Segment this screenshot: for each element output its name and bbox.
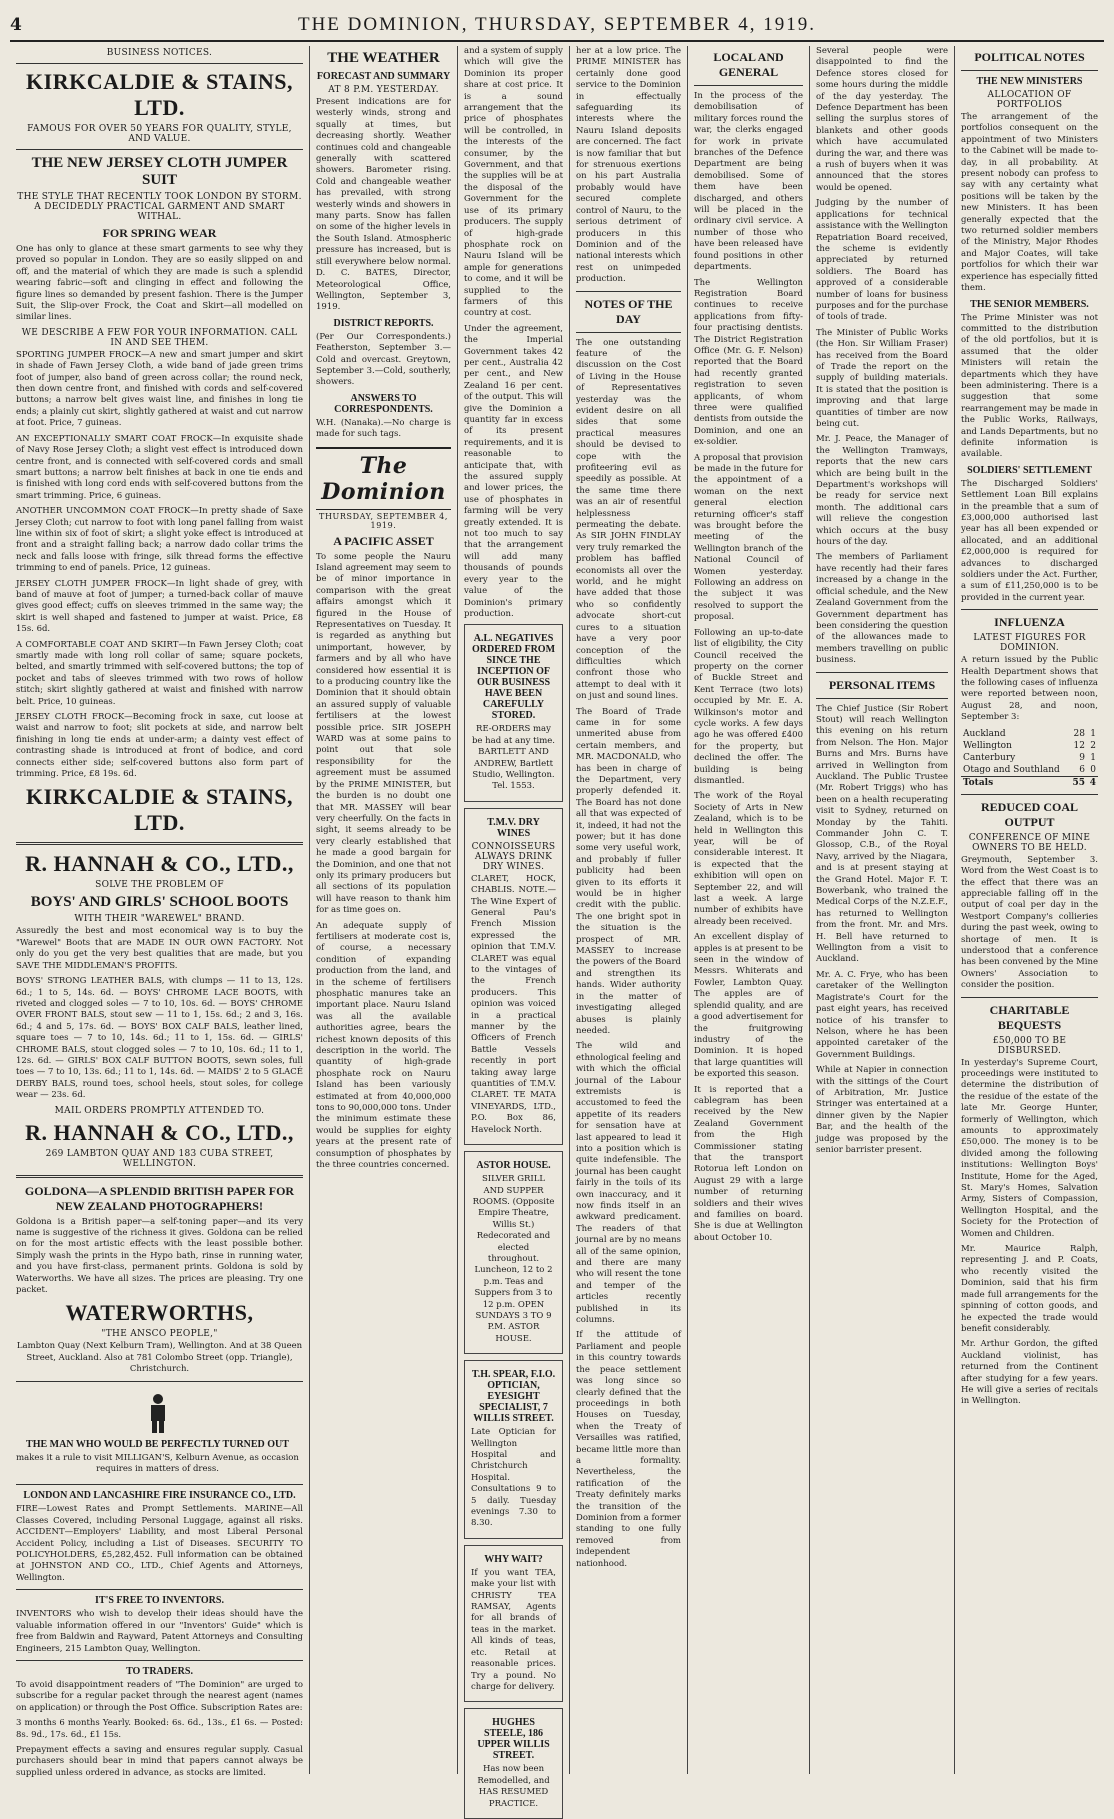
jumper-heading: THE NEW JERSEY CLOTH JUMPER SUIT	[31, 155, 288, 188]
influenza-body: A return issued by the Public Health Department shows that the following cases of influenza were reported between noon, August 28, and noon, September 3:	[961, 655, 1098, 723]
waterworths-title: WATERWORTHS,	[65, 1300, 254, 1326]
item-3: ANOTHER UNCOMMON COAT FROCK—In pretty shade of Saxe Jersey Cloth; cut narrow to foot with long panel falling from waist line within six of foot of skirt; a slight yoke effect is introduced at front and a straight falling back; a narrow dado collar trims the neck and falls loose with fringe, silk thread forms the effective trimming to end of panels. Price, 12 guineas.	[16, 506, 303, 574]
column-6	[810, 46, 955, 1774]
district-heading: DISTRICT REPORTS.	[333, 317, 434, 329]
notes-body-4: If the attitude of Parliament and people in this country towards the peace settlement was long since so clearly defined that the proceedings in both Houses on Tuesday, when the Treaty of Versailles was ratified, became little more than a formality. Nevertheless, the ratification of the Treaty definitely marks the transition of the Dominion from a former standing to one fully removed from independent nationhood.	[576, 1330, 681, 1569]
col6-para-5: The members of Parliament have recently had their fares increased by a change in the official schedule, and the New Zealand Government from the Government department has been considering the question of the allowances made to members travelling on public business.	[816, 552, 948, 666]
running-title: THE DOMINION, THURSDAY, SEPTEMBER 4, 1919.	[297, 14, 817, 35]
jumper-subheading: THE STYLE THAT RECENTLY TOOK LONDON BY STORM. A DECIDEDLY PRACTICAL GARMENT AND SMART WITHAL.	[17, 192, 302, 222]
local-4: Following an up-to-date list of eligibility, the City Council received the property on the corner of Buckle Street and Kent Terrace (two lots) occupied by Mr. E. A. Wilkinson's motor and cycle works. A few days ago he was offered £400 for the property, but declined the offer. The building is being dismantled.	[694, 627, 803, 786]
gentleman-figure-icon	[136, 1391, 180, 1435]
table-row: Otago and Southland 6 0	[963, 764, 1096, 775]
astor-heading: ASTOR HOUSE.	[476, 1160, 551, 1172]
small-ads-row	[16, 1387, 303, 1480]
influenza-table	[961, 728, 1098, 789]
local-3: A proposal that provision be made in the future for the appointment of a woman on the next general election returning officer's staff was brought before the meeting of the Wellington branch of the National Council of Women yesterday. Following an address on the subject it was resolved to support the proposal.	[694, 452, 803, 623]
page-number: 4	[10, 15, 22, 35]
pacific-continued-1: and a system of supply which will give the Dominion its proper share at cost price. It is a sound arrangement that the price of phosphates will be controlled, in the interests of the consumer, by the Government, and that the supplies will be at the disposal of the Government for the use of its primary producers. The supply of high-grade phosphate rock on Nauru Island will be ample for generations to come, and it will be supplied to the farmers of this country at cost.	[464, 46, 563, 319]
tmv-body: CLARET, HOCK, CHABLIS. NOTE.—The Wine Expert of General Pau's French Mission expressed the opinion that T.M.V. CLARET was equal to the vintages of the French producers. This opinion was voiced in a practical manner by the Officers of French Battle Vessels recently in port taking away large quantities of T.M.V. CLARET. TE MATA VINEYARDS, LTD., P.O. Box 86, Havelock North.	[471, 873, 556, 1135]
col7-para-5: Mr. Arthur Gordon, the gifted Auckland violinist, has returned from the Continent after studying for a few years. He will give a series of recitals in Wellington.	[961, 1339, 1098, 1407]
hannah-brand: WITH THEIR "WAREWEL" BRAND.	[74, 914, 245, 925]
item-4: JERSEY CLOTH JUMPER FROCK—In light shade of grey, with band of mauve at foot of jumper; a turned-back collar of mauve gives good effect; cuffs on sleeves trimmed in the same way; the skirt is well shaped and fastened to jumper at waist. Price, £8 15s. 6d.	[16, 578, 303, 635]
bequests-heading: CHARITABLE BEQUESTS	[989, 1002, 1070, 1032]
tmv-heading: T.M.V. DRY WINES	[487, 816, 540, 839]
col6-para-7: While at Napier in connection with the sittings of the Court of Arbitration, Mr. Justice Stringer was entertained at a dinner given by the Napier Bar, and the health of the judge was proposed by the senior barrister present.	[816, 1065, 948, 1155]
forecast-body: Present indications are for westerly winds, strong and squally at times, but decreasing shortly. Weather continues cold and changeable generally with scattered showers. Barometer rising. Cold and changeable weather has prevailed, with strong westerly winds and showers in many parts. Snow has fallen on some of the higher levels in the South Island. Atmospheric pressure has increased, but is still everywhere below normal. D. C. BATES, Director, Meteorological Office, Wellington, September 3, 1919.	[316, 97, 451, 313]
notes-heading: NOTES OF THE DAY	[584, 296, 673, 326]
notes-body-3: The wild and ethnological feeling and with which the official journal of the Labour extremists is accustomed to feed the appetite of its readers for sensation have at last appeared to lead it into a position which is quite indefensible. The journal has been caught fairly in the toils of its own inaccuracy, and it now finds itself in an awkward predicament. The readers of that journal are by no means all of the same opinion, and there are many who will resent the tone and temper of the articles recently published in its columns.	[576, 1041, 681, 1326]
kirkcaldie-title-2: KIRKCALDIE & STAINS, LTD.	[26, 784, 293, 836]
political-notes-heading: POLITICAL NOTES	[974, 50, 1085, 64]
tea-heading: WHY WAIT?	[484, 1553, 543, 1565]
astor-ad	[464, 1151, 563, 1354]
answers-body: W.H. (Nanaka).—No charge is made for such tags.	[316, 417, 451, 440]
astor-body: SILVER GRILL AND SUPPER ROOMS. (Opposite Empire Theatre, Willis St.) Redecorated and elected throughout. Luncheon, 12 to 2 p.m. Teas and Suppers from 3 to 12 p.m. OPEN SUNDAYS 3 TO 9 P.M. ASTOR HOUSE.	[472, 1174, 555, 1344]
column-3	[458, 46, 570, 1809]
hughes-heading: HUGHES STEELE, 186 UPPER WILLIS STREET.	[477, 1717, 550, 1762]
hannah-address: 269 LAMBTON QUAY AND 183 CUBA STREET, WELLINGTON.	[45, 1148, 274, 1169]
influenza-heading: INFLUENZA	[994, 615, 1065, 630]
influenza-sub: LATEST FIGURES FOR DOMINION.	[973, 633, 1086, 654]
traders-body: To avoid disappointment readers of "The Dominion" are urged to subscribe for a regular packet through the nearest agent (names on application) or through the Post Office. Subscription Rates are:	[16, 1679, 303, 1713]
tmv-sub: CONNOISSEURS ALWAYS DRINK DRY WINES.	[471, 841, 556, 872]
table-row: Auckland 28 1	[963, 728, 1096, 739]
tmv-ad	[464, 808, 563, 1145]
district-body: (Per Our Correspondents.) Featherston, September 3.—Cold and overcast. Greytown, September 3.—Cold, southerly, showers.	[316, 331, 451, 388]
milligan-body: makes it a rule to visit MILLIGAN'S, Kelburn Avenue, as occasion requires in matters of dress.	[16, 1452, 299, 1475]
hannah-heading: BOYS' AND GIRLS' SCHOOL BOOTS	[30, 894, 289, 911]
notes-body-2: The Board of Trade came in for some unmerited abuse from certain members, and MR. MACDONALD, who has been in charge of the Department, very properly defended it. The Board has not done all that was expected of it, indeed, it had not the power; but it has done some very useful work, and probably if fuller publicity had been given to its efforts it would be in higher credit with the public. The one bright spot in the situation is the prospect of MR. MASSEY to increase the powers of the Board and strengthen its hands. Wider authority in the matter of investigating alleged abuses is plainly needed.	[576, 706, 681, 1036]
goldona-body: Goldona is a British paper—a self-toning paper—and its very name is suggestive of the richness it gives. Goldona can be relied on for the most artistic effects with the least possible bother. Simply wash the prints in the Hypo bath, rinse in running water, and you have first-class, permanent prints. Goldona is sold by Waterworths. We have all sizes. The prices are pleasing. Try one packet.	[16, 1216, 303, 1295]
weather-heading: THE WEATHER	[327, 50, 440, 66]
business-notices-heading: BUSINESS NOTICES.	[106, 48, 213, 58]
hannah-list: BOYS' STRONG LEATHER BALS, with clumps — 11 to 13, 12s. 6d.; 1 to 5, 14s. 6d. — BOYS' CHROME LACE BOOTS, with riveted and clogged soles — 7 to 10, 10s. 6d. — BOYS' CHROME OVER FRONT BALS, stout sew — 11 to 1, 15s. 6d.; 2 and 3, 16s. 6d.; 4 and 5, 17s. 6d. — BOYS' BOX CALF BALS, leather lined, square toes — 7 to 10, 14s. 6d.; 11 to 1, 15s. 6d. — GIRLS' CHROME BALS, stout clogged soles — 7 to 10, 10s. 6d.; 11 to 1, 12s. 6d. — GIRLS' BOX CALF BUTTON BOOTS, sewn soles, full toes — 7 to 10, 13s. 6d.; 11 to 1, 14s. 6d. — MAIDS' 2 to 5 GLACÉ DERBY BALS, round toes, school heels, stout soles, for college wear — 23s. 6d.	[16, 976, 303, 1101]
local-1: In the process of the demobilisation of military forces round the war, the clerks engaged for work in private branches of the Defence Department are being demobilised. Some of them have been discharged, and others will be placed in the ordinary civil service. A number of those who have been released have found positions in other departments.	[694, 91, 803, 273]
hannah-title-2: R. HANNAH & CO., LTD.,	[25, 1119, 294, 1145]
insurance-heading: LONDON AND LANCASHIRE FIRE INSURANCE CO., LTD.	[23, 1490, 296, 1502]
kirkcaldie-tagline: FAMOUS FOR OVER 50 YEARS FOR QUALITY, STYLE, AND VALUE.	[27, 124, 292, 144]
column-4	[570, 46, 688, 1774]
hannah-mail: MAIL ORDERS PROMPTLY ATTENDED TO.	[54, 1105, 265, 1116]
pacific-body-2: An adequate supply of fertilisers at moderate cost is, of course, a necessary condition of expanding production from the land, and in the scheme of fertilisers phosphatic manures take an important place. Nauru Island was all the available authorities agree, bears the richest known deposits of this description in the world. The quantity of high-grade phosphate rock on Nauru Island has been variously estimated at from 40,000,000 tons to 90,000,000 tons. Under the minimum estimate these would be supplies for eighty years at the present rate of consumption of phosphates by the three countries concerned.	[316, 920, 451, 1171]
coal-body: Greymouth, September 3. Word from the West Coast is to the effect that there was an appreciable falling off in the output of coal per day in the Westport Company's collieries during the past week, owing to shortage of men. It is understood that a conference has been convened by the Mine Owners' Association to consider the position.	[961, 854, 1098, 991]
goldona-heading: GOLDONA—A SPLENDID BRITISH PAPER FOR NEW ZEALAND PHOTOGRAPHERS!	[24, 1183, 295, 1213]
tea-body: If you want TEA, make your list with CHRISTY TEA RAMSAY, Agents for all brands of teas in the market. All kinds of teas, etc. Retail at reasonable prices. Try a pound. No charge for delivery.	[471, 1567, 556, 1692]
pacific-continued-3: her at a low price. The PRIME MINISTER has certainly done good service to the Dominion in effectually safeguarding its interests where the Nauru Island deposits are concerned. The fact is now familiar that but for strenuous exertions on his part Australia probably would have secured complete control of Nauru, to the serious detriment of producers in this Dominion and of the national interests which rest on unimpeded production.	[576, 46, 681, 285]
spear-ad	[464, 1360, 563, 1539]
col6-para-1: Several people were disappointed to find the Defence stores closed for some hours during the middle of the day yesterday. The Defence Department has been selling the surplus stores of blankets and other goods which have accumulated during the war, and there was a rush of buyers when it was announced that the stores would be opened.	[816, 46, 948, 193]
bartlett-ad	[464, 624, 563, 801]
table-total-row: Totals 55 4	[963, 777, 1096, 788]
hannah-title: R. HANNAH & CO., LTD.,	[25, 851, 294, 877]
column-5	[688, 46, 810, 1774]
col6-para-4: Mr. J. Peace, the Manager of the Wellington Tramways, reports that the new cars which are being built in the Department's workshops will be ready for service next month. The additional cars will relieve the congestion which occurs at the busy hours of the day.	[816, 434, 948, 548]
pacific-body-1: To some people the Nauru Island agreement may seem to be of minor importance in comparison with the great affairs amongst which it figured in the House of Representatives on Tuesday. It is regarded as anything but unimportant, however, by farmers and by all who have considered how essential it is to a producing country like the Dominion that it should obtain an assured supply of valuable fertilisers at the lowest possible price. SIR JOSEPH WARD was at some pains to point out that sole responsibility for the agreement must be assumed by the PRIME MINISTER, but the burden is no doubt one that MR. MASSEY will bear very cheerfully. On the facts in sight, it seems already to be very clearly established that he made a good bargain for the Dominion, and one that not only its primary producers but all sections of its population will have reason to thank him for as time goes on.	[316, 551, 451, 916]
jumper-intro: One has only to glance at these smart garments to see why they proved so popular in London. They are so easily slipped on and off, and the material of which they are made is such a splendid wearing fabric—soft and clinging in effect and following the figure lines so demanded by present fashion. There is the Jumper Suit, the Slip-over Frock, the Coat and Skirt—all modelled on similar lines.	[16, 244, 303, 323]
milligan-heading: THE MAN WHO WOULD BE PERFECTLY TURNED OUT	[26, 1438, 289, 1450]
columns	[10, 46, 1104, 1809]
forecast-time: AT 8 P.M. YESTERDAY.	[328, 85, 439, 95]
hughes-body: Has now been Remodelled, and HAS RESUMED PRACTICE.	[477, 1764, 550, 1809]
spring-heading: FOR SPRING WEAR	[102, 226, 217, 240]
local-6: An excellent display of apples is at present to be seen in the window of Messrs. Whiterats and Fowler, Lambton Quay. The apples are of splendid quality, and are a good advertisement for the fruitgrowing industry of the Dominion. It is hoped that large quantities will be exported this season.	[694, 932, 803, 1080]
subscription-rates: 3 months 6 months Yearly. Booked: 6s. 6d., 13s., £1 6s. — Posted: 8s. 9d., 17s. 6d., £1 15s.	[16, 1718, 303, 1740]
notes-body-1: The one outstanding feature of the discussion on the Cost of Living in the House of Representatives yesterday was the evident desire on all sides that some practical measures should be devised to cope with the profiteering evil as speedily as possible. At the same time there was an air of resentful helplessness permeating the debate. As SIR JOHN FINDLAY very truly remarked the problem has baffled economists all over the world, and he might have added that those who so confidently advocate short-cut cures to a situation have a very poor conception of the difficulties which confront those who attempt to deal with it on just and sound lines.	[576, 337, 681, 702]
political-body-1: The arrangement of the portfolios consequent on the appointment of two Ministers to the Cabinet will be made to-day, in all probability. At present nobody can profess to say with any certainty what positions will be taken by the new Ministers. It has been generally expected that the two returned soldier members of the Ministry, Major Rhodes and Major Coates, will take portfolios for which their war experience has especially fitted them.	[961, 112, 1098, 294]
bequests-sub: £50,000 TO BE DISBURSED.	[992, 1035, 1067, 1056]
item-6: JERSEY CLOTH FROCK—Becoming frock in saxe, cut loose at waist and narrow to foot; slit pockets at side, and narrow belt finishing in long tie ends at under-arm; a dainty vest effect of contrasting shade is introduced at front of bodice, and cord connects either side; self-covered buttons also form part of trimming. Price, £8 19s. 6d.	[16, 712, 303, 780]
spear-body: Late Optician for Wellington Hospital and Christchurch Hospital. Consultations 9 to 5 daily. Tuesday evenings 7.30 to 8.30.	[471, 1427, 556, 1529]
waterworths-address: Lambton Quay (Next Kelburn Tram), Wellington. And at 38 Queen Street, Auckland. Also at 781 Colombo Street (opp. Triangle), Christchurch.	[16, 1341, 303, 1375]
political-body-2: The Prime Minister was not committed to the distribution of the old portfolios, but it is assumed that the older Ministers will retain the departments which they have been administering. There is a suggestion that some rearrangement may be made in the Public Works, Railways, and Lands Departments, but no definite information is available.	[961, 312, 1098, 460]
col7-para-4: Mr. Maurice Ralph, representing J. and P. Coats, who recently visited the Dominion, said that his firm made full arrangements for the spinning of cotton goods, and he expected the trade would benefit considerably.	[961, 1244, 1098, 1334]
spear-heading: T.H. SPEAR, F.I.O. OPTICIAN, EYESIGHT SPECIALIST, 7 WILLIS STREET.	[471, 1369, 556, 1425]
milligan-ad	[16, 1387, 303, 1480]
soldiers-settlement-heading: SOLDIERS' SETTLEMENT	[967, 464, 1092, 476]
local-5: The work of the Royal Society of Arts in New Zealand, which is to be held in Wellington this year, will be of considerable interest. It is expected that the exhibition will open on September 22, and will last a week. A large number of exhibits have already been received.	[694, 791, 803, 927]
col6-para-3: The Minister of Public Works (the Hon. Sir William Fraser) has received from the Board of Trade the report on the supply of building materials. It is stated that the position is improving and that large quantities of timber are now being cut.	[816, 327, 948, 429]
inventors-heading: IT'S FREE TO INVENTORS.	[95, 1595, 224, 1607]
column-7	[955, 46, 1104, 1774]
newspaper-nameplate: The Dominion	[316, 447, 451, 510]
item-2: AN EXCEPTIONALLY SMART COAT FROCK—In exquisite shade of Navy Rose Jersey Cloth; a slight vest effect is introduced down centre front, and is connected with self-covered cords and small smart buttons; a narrow belt finishes at back in one tie ends and is finished with long cord ends with self-covered buttons from the smart trimming. Price, 6 guineas.	[16, 433, 303, 501]
personal-items-heading: PERSONAL ITEMS	[828, 677, 936, 692]
column-2	[310, 46, 458, 1774]
hannah-sub: SOLVE THE PROBLEM OF	[95, 880, 224, 891]
new-ministers-heading: THE NEW MINISTERS	[976, 76, 1083, 87]
personal-items-body: The Chief Justice (Sir Robert Stout) will reach Wellington this evening on his return from Nelson. The Hon. Major Burns and Mrs. Burns have arrived in Wellington from Auckland. The Public Trustee (Mr. Robert Triggs) who has been on a health recuperating visit to Sydney, returned on Monday by the Tahiti. Commander John C. T. Glossop, C.B., of the Royal Navy, arrived by the Niagara, and is at present staying at the Grand Hotel. Major F. T. Bowerbank, who trained the Medical Corps of the N.Z.E.F., has returned to Wellington from the front. Mr. and Mrs. H. Bell have returned to Wellington from a visit to Auckland.	[816, 703, 948, 965]
page-header	[10, 10, 1104, 42]
item-5: A COMFORTABLE COAT AND SKIRT—In Fawn Jersey Cloth; coat smartly made with long roll collar of same; square pockets, belted, and smartly trimmed with self-covered buttons; the top of pocket and tabs of sleeves trimmed with two rows of hollow stitch; skirt slightly gathered at waist and finished with narrow belt. Price, 10 guineas.	[16, 639, 303, 707]
traders-heading: TO TRADERS.	[126, 1665, 193, 1677]
col6-para-6: Mr. A. C. Frye, who has been caretaker of the Wellington Magistrate's Court for the past eight years, has received notice of his transfer to Nelson, where he has been appointed caretaker of the Government Buildings.	[816, 969, 948, 1060]
hughes-ad	[464, 1708, 563, 1819]
coal-sub: CONFERENCE OF MINE OWNERS TO BE HELD.	[968, 832, 1091, 853]
waterworths-sub: "THE ANSCO PEOPLE,"	[101, 1329, 218, 1340]
inventors-body: INVENTORS who wish to develop their ideas should have the valuable information offered in our "Inventors' Guide" which is free from Baldwin and Rayward, Patent Attorneys and Consulting Engineers, 215 Lambton Quay, Wellington.	[16, 1609, 303, 1654]
item-1: SPORTING JUMPER FROCK—A new and smart jumper and skirt in shade of Fawn Jersey Cloth, a wide band of jade green trims foot of jumper, also band of green across collar; the round neck, then down centre front, and finished with cords and self-covered buttons; a narrow belt gives waist line, and finishes in long tie ends; a plainly cut skirt, slightly gathered at waist and cut narrow at foot. Price, 7 guineas.	[16, 349, 303, 429]
table-row: Wellington 12 2	[963, 740, 1096, 751]
bequests-body: In yesterday's Supreme Court, proceedings were instituted to determine the distribution of the residue of the estate of the late Mr. George Hunter, formerly of Wellington, which amounts to approximately £50,000. The money is to be divided among the following institutions: Wellington Boys' Institute, Home for the Aged, St. Mary's Homes, Salvation Army, Sisters of Compassion, Wellington Hospital, and the Society for the Protection of Women and Children.	[961, 1057, 1098, 1239]
hannah-body: Assuredly the best and most economical way is to buy the "Warewel" Boots that are MADE IN OUR OWN FACTORY. Not only do you get the very best qualities that are made, but you SAVE THE MIDDLEMAN'S PROFITS.	[16, 926, 303, 971]
insurance-body: FIRE—Lowest Rates and Prompt Settlements. MARINE—All Classes Covered, including Personal Luggage, against all risks. ACCIDENT—Employers' Liability, and most Liberal Personal Accident Policy, including a List of Diseases. SECURITY TO POLICYHOLDERS, £5,282,452. Full information can be obtained at JOHNSTON AND CO., LTD., Chief Agents and Attorneys, Wellington.	[16, 1504, 303, 1583]
pacific-continued-2: Under the agreement, the Imperial Government takes 42 per cent., Australia 42 per cent., and New Zealand 16 per cent. of the output. This will give the Dominion a quantity far in excess of its present requirements, and it is reasonable to anticipate that, with the assured supply and lower prices, the use of phosphates in farming will be very greatly extended. It is not too much to say that the arrangement will add many thousands of pounds every year to the value of the Dominion's primary production.	[464, 323, 563, 619]
senior-members-heading: THE SENIOR MEMBERS.	[970, 298, 1089, 310]
local-7: It is reported that a cablegram has been received by the New Zealand Government from the High Commissioner stating that the transport Rotorua left London on August 29 with a large number of returning soldiers and their wives and families on board. She is due at Wellington about October 10.	[694, 1084, 803, 1243]
nameplate-date: THURSDAY, SEPTEMBER 4, 1919.	[319, 511, 448, 530]
prepayment-note: Prepayment effects a saving and ensures regular supply. Casual purchasers should bear in mind that papers cannot always be supplied unless ordered in advance, as stocks are limited.	[16, 1744, 303, 1778]
forecast-heading: FORECAST AND SUMMARY	[316, 71, 451, 82]
pacific-heading: A PACIFIC ASSET	[333, 533, 434, 548]
soldiers-settlement-body: The Discharged Soldiers' Settlement Loan Bill explains in the preamble that a sum of £3,000,000 authorised last year has all been expended or allocated, and an additional £2,000,000 is required for advances to discharged soldiers under the Act. Further, a sum of £11,250,000 is to be provided in the current year.	[961, 478, 1098, 603]
local-general-heading: LOCAL AND GENERAL	[713, 50, 784, 79]
tea-ad	[464, 1545, 563, 1702]
describe-line: WE DESCRIBE A FEW FOR YOUR INFORMATION. CALL IN AND SEE THEM.	[21, 327, 298, 348]
local-2: The Wellington Registration Board continues to receive applications from fifty-four practising dentists. The District Registration Office (Mr. G. F. Nelson) reported that the Board had recently granted registration to seven applicants, of whom three were qualified dentists from outside the Dominion, and one an ex-soldier.	[694, 277, 803, 448]
answers-heading: ANSWERS TO CORRESPONDENTS.	[334, 392, 433, 415]
portfolios-heading: ALLOCATION OF PORTFOLIOS	[987, 90, 1072, 110]
col6-para-2: Judging by the number of applications for technical assistance with the Wellington Repatriation Board received, the scheme is evidently appreciated by returned soldiers. The Board has approved of a considerable number of loans for business purposes and for the purchase of tools of trade.	[816, 198, 949, 323]
table-row: Canterbury 9 1	[963, 752, 1096, 763]
coal-heading: REDUCED COAL OUTPUT	[980, 799, 1078, 829]
bartlett-body: RE-ORDERS may be had at any time. BARTLETT AND ANDREW, Bartlett Studio, Wellington. Tel. 1553.	[471, 724, 556, 792]
bartlett-heading: A.L. NEGATIVES ORDERED FROM SINCE THE INCEPTION OF OUR BUSINESS HAVE BEEN CAREFULLY STORED.	[471, 633, 556, 722]
kirkcaldie-title: KIRKCALDIE & STAINS, LTD.	[26, 69, 293, 120]
column-1	[10, 46, 310, 1778]
